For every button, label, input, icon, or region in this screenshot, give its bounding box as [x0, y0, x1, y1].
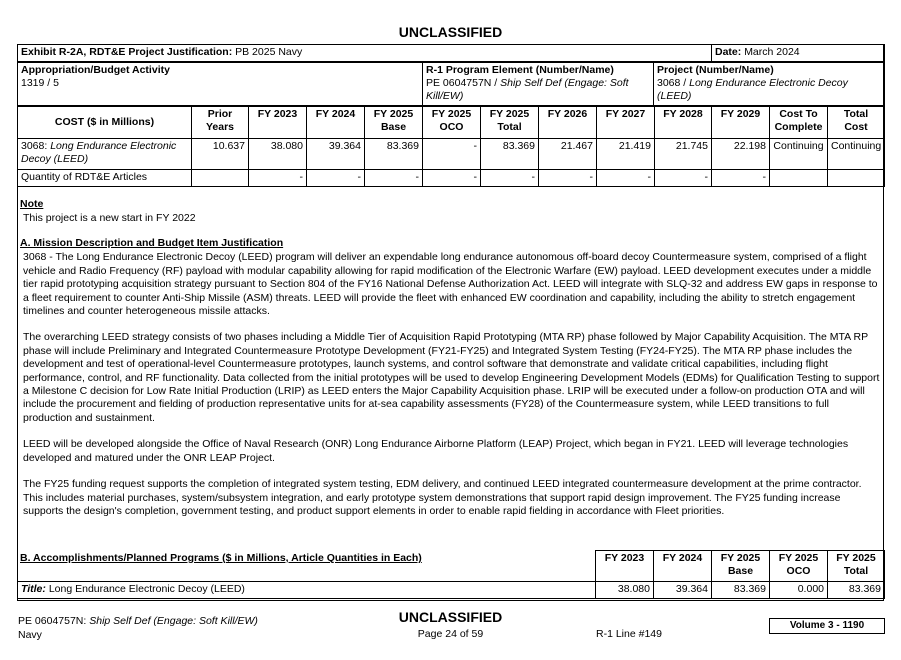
cost-cell: 83.369 [481, 139, 539, 170]
cost-col-header: Cost To Complete [770, 107, 828, 139]
cost-col-header: Total Cost [828, 107, 885, 139]
project-row-prefix: 3068: [21, 140, 48, 152]
cost-col-header: FY 2029 [712, 107, 770, 139]
quantity-cell: - [249, 170, 307, 187]
footer-service: Navy [18, 629, 42, 641]
cost-table [17, 106, 885, 187]
mission-paragraph: LEED will be developed alongside the Office of Naval Research (ONR) Long Endurance Airborne Platform (LEAP) Project, which began in FY21. LEED will leverage technologies developed and matured under the ONR LEAP Project. [23, 438, 849, 464]
cost-col-header: FY 2025 OCO [423, 107, 481, 139]
appropriation-label: Appropriation/Budget Activity [21, 64, 170, 76]
accomp-cell: 38.080 [596, 582, 654, 599]
cost-cell: 22.198 [712, 139, 770, 170]
quantity-cell: - [481, 170, 539, 187]
accomp-cell: 83.369 [712, 582, 770, 599]
appropriation-value: 1319 / 5 [21, 77, 59, 89]
cost-cell: 39.364 [307, 139, 365, 170]
date-label: Date: [715, 46, 742, 58]
cost-cell: 83.369 [365, 139, 423, 170]
cost-cell: - [423, 139, 481, 170]
accomp-cell: 39.364 [654, 582, 712, 599]
cost-col-header: FY 2023 [249, 107, 307, 139]
accomp-cell: 83.369 [828, 582, 885, 599]
accomp-col-header: FY 2024 [654, 551, 712, 582]
date-cell [712, 45, 885, 62]
quantity-cell [192, 170, 249, 187]
accomplishments-heading: B. Accomplishments/Planned Programs ($ in Millions, Article Quantities in Each) [20, 552, 422, 564]
exhibit-cell [18, 45, 712, 62]
cost-col-header: FY 2024 [307, 107, 365, 139]
project-label: Project (Number/Name) [657, 64, 774, 76]
cost-col-header: FY 2026 [539, 107, 597, 139]
quantity-cell: - [712, 170, 770, 187]
program-element-label: R-1 Program Element (Number/Name) [426, 64, 614, 76]
exhibit-value: PB 2025 Navy [235, 46, 303, 58]
quantity-row [18, 170, 885, 187]
accomplishments-header-table [595, 550, 885, 582]
note-heading: Note [20, 198, 44, 210]
quantity-cell: - [539, 170, 597, 187]
project-number: 3068 / [657, 77, 687, 89]
accomp-col-header: FY 2025 OCO [770, 551, 828, 582]
footer-pe-number: PE 0604757N: [18, 615, 87, 627]
cost-col-header: COST ($ in Millions) [18, 107, 192, 139]
cost-col-header: FY 2027 [597, 107, 655, 139]
cost-cell: 10.637 [192, 139, 249, 170]
cost-cell: Continuing [828, 139, 885, 170]
cost-col-header: FY 2025 Total [481, 107, 539, 139]
cost-cell: 21.419 [597, 139, 655, 170]
mission-paragraph: 3068 - The Long Endurance Electronic Decoy (LEED) program will deliver an expendable long endurance autonomous off-board decoy Countermeasure system, comprised of a flight vehicle and Radio Frequency (RF) payload with modular capability allowing for rapid modification of the Electronic Warfare (EW) payload. LEED development executes under a middle tier rapid prototyping acquisition strategy pursuant to Section 804 of the FY16 National Defense Authorization Act. LEED will integrate with SLQ-32 and address EW gaps in response to a fleet requirement to counter Anti-Ship Missile (ASM) threats. LEED will provide the fleet with enhanced EW coordination and capability, including the ability to stretch engagement timelines and counter heterogeneous missile attacks. [23, 251, 878, 318]
cost-col-header: FY 2028 [655, 107, 712, 139]
accomplishment-title-cell [18, 582, 596, 599]
accomplishment-row [18, 582, 885, 599]
mission-section [20, 237, 880, 518]
accomp-col-header: FY 2025 Base [712, 551, 770, 582]
exhibit-label: Exhibit R-2A, RDT&E Project Justification: [21, 46, 233, 58]
accomplishments-table [17, 581, 885, 599]
title-value: Long Endurance Electronic Decoy (LEED) [48, 583, 245, 595]
appropriation-cell [18, 63, 423, 106]
project-cell [654, 63, 885, 106]
footer-page: Page 24 of 59 [417, 628, 484, 640]
program-table [17, 62, 885, 106]
date-value: March 2024 [744, 46, 800, 58]
cost-cell: Continuing [770, 139, 828, 170]
project-row-name: Long Endurance Electronic Decoy (LEED) [21, 140, 177, 165]
mission-paragraph: The FY25 funding request supports the completion of integrated system testing, EDM delivery, and continued LEED integrated countermeasure development at the prime contractor. This includes material purchases, system/subsystem integration, and early prototype system demonstrations that support rapid design improvement. The FY25 funding increase supports the design's completion, government testing, and product support elements in order to enable rapid fielding in accordance with Fleet priorities. [23, 478, 862, 517]
footer-volume: Volume 3 - 1190 [769, 618, 885, 634]
classification-banner-bottom: UNCLASSIFIED [398, 609, 503, 625]
program-element-name: Ship Self Def (Engage: Soft Kill/EW) [426, 77, 629, 102]
quantity-cell: - [365, 170, 423, 187]
project-cost-row [18, 139, 885, 170]
title-label: Title: [21, 583, 46, 595]
cost-col-header: FY 2025 Base [365, 107, 423, 139]
cost-cell: 21.745 [655, 139, 712, 170]
accomp-col-header: FY 2023 [596, 551, 654, 582]
quantity-cell: - [655, 170, 712, 187]
accomp-col-header: FY 2025 Total [828, 551, 885, 582]
program-element-number: PE 0604757N / [426, 77, 498, 89]
note-section [20, 198, 880, 226]
project-row-label [18, 139, 192, 170]
quantity-cell: - [597, 170, 655, 187]
note-text: This project is a new start in FY 2022 [23, 212, 196, 225]
quantity-row-label: Quantity of RDT&E Articles [18, 170, 192, 187]
quantity-cell: - [423, 170, 481, 187]
footer-r1-line: R-1 Line #149 [596, 628, 662, 640]
header-table [17, 44, 885, 62]
footer-pe-name: Ship Self Def (Engage: Soft Kill/EW) [89, 615, 258, 627]
mission-heading: A. Mission Description and Budget Item Justification [20, 237, 284, 249]
program-element-cell [423, 63, 654, 106]
quantity-cell [770, 170, 828, 187]
accomp-cell: 0.000 [770, 582, 828, 599]
cost-cell: 38.080 [249, 139, 307, 170]
classification-banner-top: UNCLASSIFIED [398, 24, 503, 40]
quantity-cell [828, 170, 885, 187]
cost-cell: 21.467 [539, 139, 597, 170]
mission-paragraph: The overarching LEED strategy consists of two phases including a Middle Tier of Acquisition Rapid Prototyping (MTA RP) phase followed by Major Capability Acquisition. The MTA RP phase will include Preliminary and Integrated Countermeasure Prototype Development (FY21-FY25) and Integrated System Testing (FY24-FY25). The MTA RP phase includes the development and test of operational-level Countermeasure prototypes, launch systems, and control software that demonstrate and validate critical capabilities, including flight performance, control, and RF functionality. Data collected from the initial prototypes will be used to develop Engineering Development Models (EDMs) for Qualification Testing to support a Milestone C decision for Low Rate Initial Production (LRIP) as LEED enters the Major Capability Acquisition phase. LRIP will be executed under a follow-on production OTA and will include the procurement and fielding of production representative units for at-sea capability assessments (FY28) of the Countermeasure system, while LEED transitions to full production and sustainment. [23, 331, 880, 424]
cost-col-header: Prior Years [192, 107, 249, 139]
quantity-cell: - [307, 170, 365, 187]
project-name: Long Endurance Electronic Decoy (LEED) [657, 77, 848, 102]
